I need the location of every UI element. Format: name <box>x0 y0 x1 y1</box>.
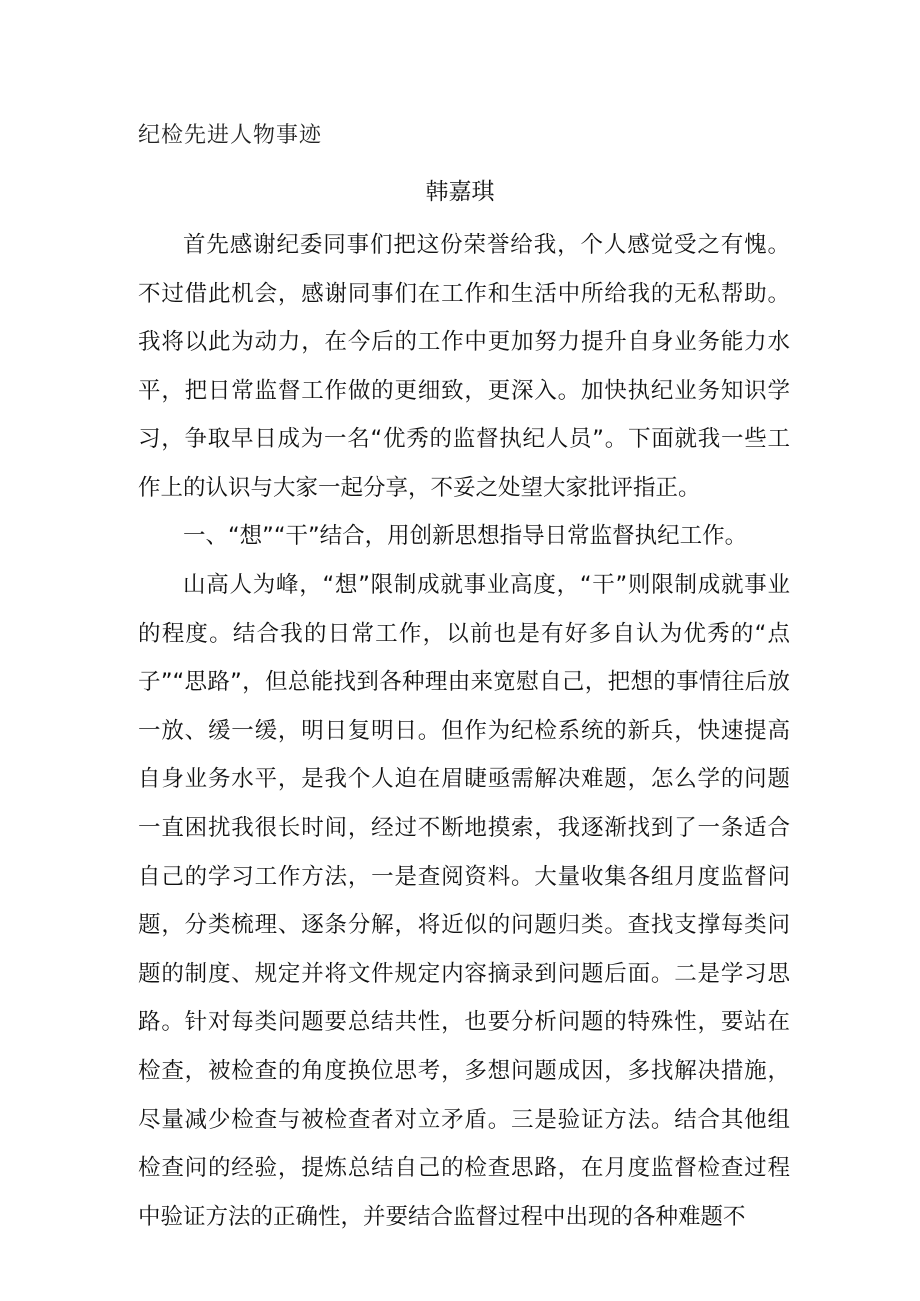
section-heading-1: 一、“想”“干”结合，用创新思想指导日常监督执纪工作。 <box>183 523 748 549</box>
paragraph-section-1-body: 山高人为峰，“想”限制成就事业高度，“干”则限制成就事业的程度。结合我的日常工作，以前也是有好多自认为优秀的“点子”“思路”，但总能找到各种理由来宽慰自己，把想的事情往后放一放、缓一缓，明日复明日。但作为纪检系统的新兵，快速提高自身业务水平，是我个人迫在眉睫亟需解决难题，怎么学的问题一直困扰我很长时间，经过不断地摸索，我逐渐找到了一条适合自己的学习工作方法，一是查阅资料。大量收集各组月度监督问题，分类梳理、逐条分解，将近似的问题归类。查找支撑每类问题的制度、规定并将文件规定内容摘录到问题后面。二是学习思路。针对每类问题要总结共性，也要分析问题的特殊性，要站在检查，被检查的角度换位思考，多想问题成因，多找解决措施，尽量减少检查与被检查者对立矛盾。三是验证方法。结合其他组检查问的经验，提炼总结自己的检查思路，在月度监督检查过程中验证方法的正确性，并要结合监督过程中出现的各种难题不 <box>138 572 790 1230</box>
paragraph-intro: 首先感谢纪委同事们把这份荣誉给我，个人感觉受之有愧。不过借此机会，感谢同事们在工作和生活中所给我的无私帮助。我将以此为动力，在今后的工作中更加努力提升自身业务能力水平，把日常监督工作做的更细致，更深入。加快执纪业务知识学习，争取早日成为一名“优秀的监督执纪人员”。下面就我一些工作上的认识与大家一起分享，不妥之处望大家批评指正。 <box>138 232 790 501</box>
document-title: 纪检先进人物事迹 <box>138 123 323 148</box>
author-name: 韩嘉琪 <box>425 179 495 205</box>
